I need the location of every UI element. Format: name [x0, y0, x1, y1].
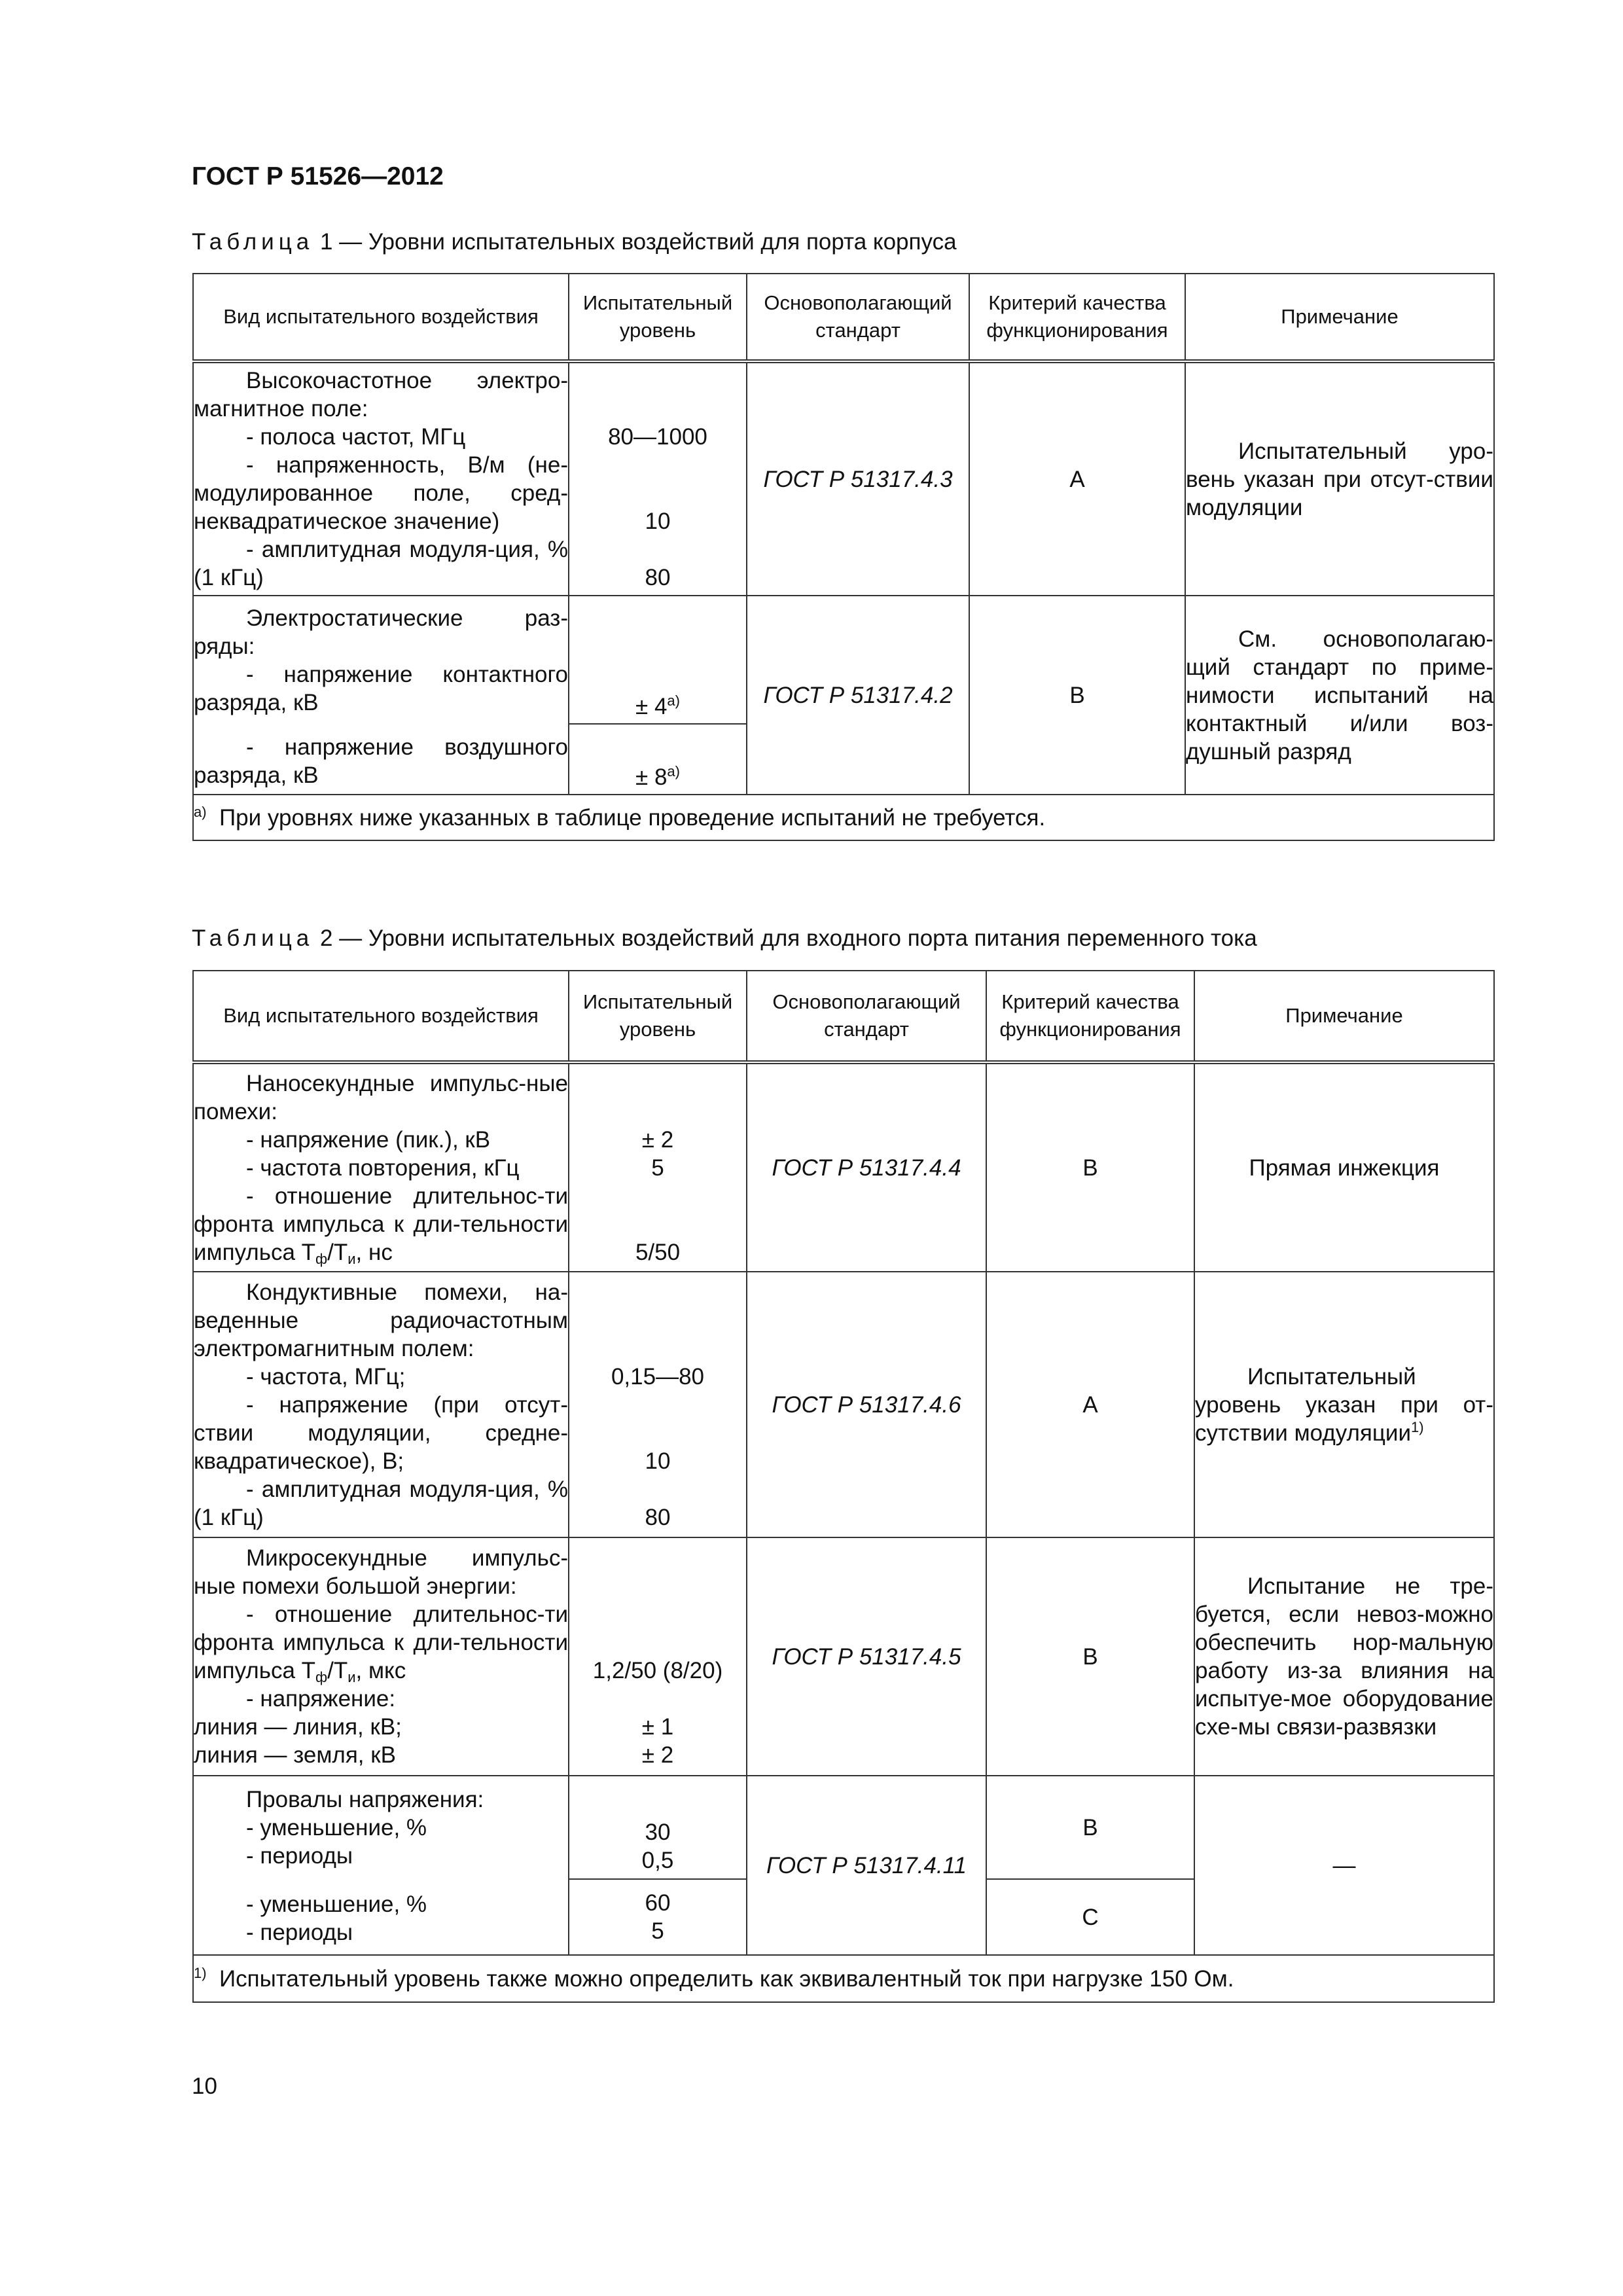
table2-caption-num: 2 [319, 925, 333, 951]
table-row [193, 1062, 1494, 1272]
table2-row3-level [569, 1537, 747, 1776]
footnote-mark: 1) [194, 1964, 207, 1981]
table2-row4-type-a [193, 1776, 569, 1879]
row-item: - периоды [246, 1843, 353, 1869]
footnote-ref: а) [667, 692, 680, 709]
table1-row2-note: См. основополагаю-щий стандарт по приме-нимости испытаний на контактный и/или воз-душный разряд [1185, 596, 1494, 795]
table1-row2-type-b [193, 724, 569, 795]
row-title: Провалы напряжения: [246, 1787, 484, 1812]
table1-footnote [193, 795, 1494, 840]
table1-col-type: Вид испытательного воздействия [193, 274, 569, 361]
table2-row1-note: Прямая инжекция [1194, 1062, 1494, 1272]
table-row [193, 1537, 1494, 1776]
table2-caption [192, 925, 1257, 952]
row-title: Микросекундные импульс-ные помехи большой энергии: [194, 1545, 568, 1599]
table2 [192, 970, 1495, 2003]
table1-caption [192, 229, 957, 255]
table2-row1-type [193, 1062, 569, 1272]
table1-row1-level [569, 361, 747, 596]
row-item: линия — линия, кВ; [194, 1714, 402, 1740]
table-row [193, 361, 1494, 596]
row-item: - амплитудная модуля-ция, % (1 кГц) [194, 1476, 568, 1530]
table-row [193, 1776, 1494, 1879]
table1-caption-num: 1 [319, 229, 333, 255]
table2-col-type: Вид испытательного воздействия [193, 971, 569, 1062]
table2-row1-criterion: В [986, 1062, 1194, 1272]
level-value: 0,5 [641, 1848, 674, 1873]
row-item: - частота, МГц; [246, 1363, 406, 1390]
level-value: 80—1000 [608, 424, 707, 450]
table1-row1-criterion: А [969, 361, 1185, 596]
row-item: - полоса частот, МГц [246, 424, 466, 450]
table1-row2-type-a [193, 596, 569, 724]
table2-row1-level [569, 1062, 747, 1272]
table2-row4-criterion-b: С [986, 1879, 1194, 1955]
level-value: 5 [651, 1155, 664, 1181]
table2-col-note: Примечание [1194, 971, 1494, 1062]
table2-col-criterion: Критерий качества функционирования [986, 971, 1194, 1062]
table2-caption-text: — Уровни испытательных воздействий для входного порта питания переменного тока [339, 925, 1257, 951]
table2-row2-note: Испытательный уровень указан при от-сутствии модуляции$^{1)}$ [1194, 1272, 1494, 1537]
table-row [193, 596, 1494, 724]
row-item: - частота повторения, кГц [246, 1155, 520, 1181]
row-item: - напряжение контактного разряда, кВ [194, 661, 568, 715]
level-value: 30 [645, 1820, 671, 1845]
table1-row2-criterion: В [969, 596, 1185, 795]
table2-row3-standard: ГОСТ Р 51317.4.5 [747, 1537, 986, 1776]
table1-row2-level-a [569, 596, 747, 724]
page-number: 10 [192, 2073, 217, 2099]
table2-col-level: Испытательный уровень [569, 971, 747, 1062]
level-value: 5/50 [635, 1239, 681, 1265]
row-item: - отношение длительнос-ти фронта импульса к дли-тельности импульса $T_ф/T_и$, мкс [194, 1602, 568, 1685]
table2-row4-criterion-a: В [986, 1776, 1194, 1879]
level-value: ± 8 [635, 764, 668, 790]
level-value: ± 1 [641, 1714, 674, 1740]
table2-row4-type-b [193, 1879, 569, 1955]
level-value: 10 [645, 1448, 671, 1474]
row-item: - периоды [246, 1919, 353, 1945]
row-item: - напряжение: [246, 1686, 396, 1712]
level-value: 80 [645, 1504, 671, 1530]
table1-row1-type [193, 361, 569, 596]
level-value: 80 [645, 565, 671, 590]
footnote-text: При уровнях ниже указанных в таблице проведение испытаний не требуется. [219, 804, 1046, 831]
table1-row2-standard: ГОСТ Р 51317.4.2 [747, 596, 969, 795]
table2-row4-note: — [1194, 1776, 1494, 1955]
table2-row3-note: Испытание не тре-буется, если невоз-можно обеспечить нор-мальную работу из-за влияния на испытуе-мое оборудование схе-мы связи-развязки [1194, 1537, 1494, 1776]
row-item: линия — земля, кВ [194, 1742, 396, 1768]
row-item: - напряжение (при отсут-ствии модуляции, средне-квадратическое), В; [194, 1391, 568, 1474]
footnote-mark: а) [194, 803, 207, 820]
level-value: 5 [651, 1918, 664, 1944]
level-value: ± 4 [635, 694, 668, 719]
row-title: Кондуктивные помехи, на-веденные радиочастотным электромагнитным полем: [194, 1279, 568, 1361]
table1-col-criterion: Критерий качества функционирования [969, 274, 1185, 361]
row-item: - амплитудная модуля-ция, % (1 кГц) [194, 537, 568, 590]
table2-caption-word: Таблица [192, 925, 314, 951]
row-title: Наносекундные импульс-ные помехи: [194, 1070, 568, 1124]
table2-row3-type [193, 1537, 569, 1776]
table2-row2-level [569, 1272, 747, 1537]
table-row [193, 1955, 1494, 2002]
row-item: - напряженность, В/м (не-модулированное поле, сред-неквадратическое значение) [194, 452, 568, 534]
row-item: - уменьшение, % [246, 1891, 427, 1917]
level-value: 0,15—80 [611, 1363, 705, 1390]
row-title: Высокочастотное электро-магнитное поле: [194, 368, 568, 422]
table2-row2-criterion: А [986, 1272, 1194, 1537]
table1-caption-text: — Уровни испытательных воздействий для порта корпуса [339, 229, 957, 255]
row-title: Электростатические раз-ряды: [194, 605, 568, 659]
level-value: ± 2 [641, 1742, 674, 1768]
level-value: 1,2/50 (8/20) [592, 1658, 723, 1683]
table1-row1-note: Испытательный уро-вень указан при отсут-ствии модуляции [1185, 361, 1494, 596]
table1-row1-standard: ГОСТ Р 51317.4.3 [747, 361, 969, 596]
row-item: - напряжение воздушного разряда, кВ [194, 734, 568, 788]
table-row [193, 795, 1494, 840]
footnote-text: Испытательный уровень также можно определить как эквивалентный ток при нагрузке 150 Ом. [219, 1965, 1234, 1992]
footnote-ref: а) [667, 763, 680, 780]
table1-col-standard: Основополагающий стандарт [747, 274, 969, 361]
level-value: ± 2 [641, 1126, 674, 1153]
row-item: - отношение длительнос-ти фронта импульса к дли-тельности импульса $T_ф/T_и$, нс [194, 1183, 568, 1267]
table2-row4-level-b [569, 1879, 747, 1955]
table1-row2-level-b [569, 724, 747, 795]
table2-row4-level-a [569, 1776, 747, 1879]
table2-row4-standard: ГОСТ Р 51317.4.11 [747, 1776, 986, 1955]
row-item: - напряжение (пик.), кВ [246, 1126, 491, 1153]
table2-row2-standard: ГОСТ Р 51317.4.6 [747, 1272, 986, 1537]
table2-footnote [193, 1955, 1494, 2002]
footnote-ref: 1) [1411, 1418, 1424, 1435]
table2-row1-standard: ГОСТ Р 51317.4.4 [747, 1062, 986, 1272]
table1 [192, 273, 1495, 841]
document-code: ГОСТ Р 51526—2012 [192, 162, 444, 190]
table2-col-standard: Основополагающий стандарт [747, 971, 986, 1062]
table-row [193, 1272, 1494, 1537]
table1-caption-word: Таблица [192, 229, 314, 255]
table1-col-level: Испытательный уровень [569, 274, 747, 361]
table2-row3-criterion: В [986, 1537, 1194, 1776]
row-item: - уменьшение, % [246, 1815, 427, 1840]
table2-row2-type [193, 1272, 569, 1537]
level-value: 60 [645, 1890, 671, 1916]
table1-col-note: Примечание [1185, 274, 1494, 361]
level-value: 10 [645, 509, 671, 534]
